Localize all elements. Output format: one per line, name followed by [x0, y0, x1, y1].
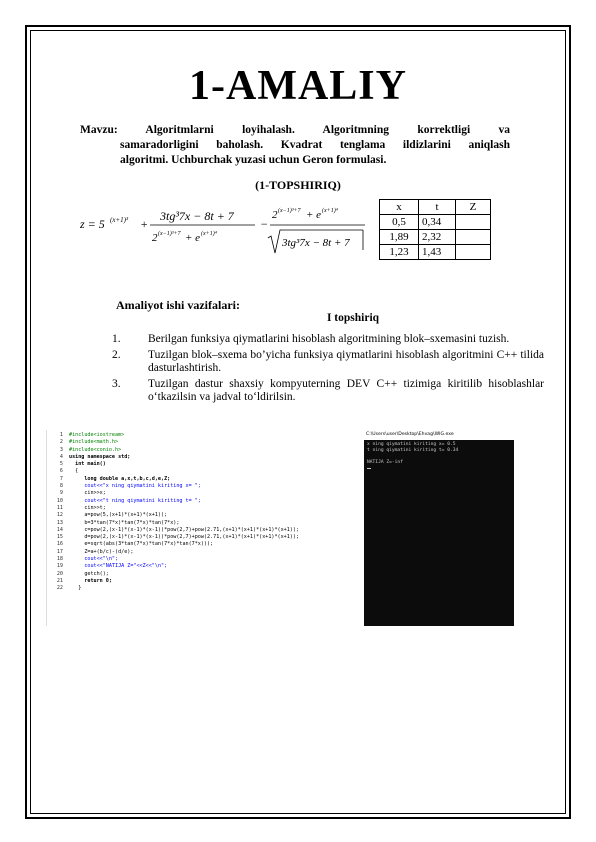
line-number: 16 [56, 541, 63, 548]
page-title: 1-AMALIY [189, 63, 407, 109]
console-title: C:\Users\user\Desktop\Ehvag\WIG.exe [366, 432, 454, 437]
code-line: a=pow(5,(x+1)*(x+1)*(x+1)); [69, 512, 168, 519]
list-item-number: 3. [112, 378, 121, 390]
code-line: cin>>x; [69, 490, 106, 497]
table-cell: 1,89 [380, 230, 419, 245]
svg-text:(x+1)⁴: (x+1)⁴ [322, 208, 338, 214]
code-line: getch(); [69, 570, 109, 577]
task-list [112, 333, 544, 407]
svg-text:3tg³7x − 8t + 7: 3tg³7x − 8t + 7 [160, 209, 234, 223]
list-item-text: Tuzilgan dastur shaxsiy kompyuterning DEV C++ tizimiga kiritilib hisoblashlar o‘tkazilsin va jadval to‘ldirilsin. [148, 378, 544, 403]
console-window-screenshot [364, 430, 514, 626]
line-number: 14 [56, 526, 63, 533]
svg-text:(x+1)³: (x+1)³ [110, 216, 129, 224]
line-number: 8 [59, 483, 63, 490]
code-line: cout<<"t ning qiymatini kiriting t= "; [69, 497, 201, 504]
table-header-cell: x [380, 200, 419, 215]
table-row [380, 230, 491, 245]
line-number: 9 [59, 490, 63, 497]
topic-line-1: Mavzu: Algoritmlarni loyihalash. Algoritmning korrektligi va [80, 124, 510, 136]
svg-text:2: 2 [152, 232, 158, 244]
table-row [380, 245, 491, 260]
code-line: int main() [69, 461, 106, 468]
svg-text:(x+1)⁴: (x+1)⁴ [201, 231, 217, 237]
table-cell: 1,23 [380, 245, 419, 260]
assignment-subtitle: (1-TOPSHIRIQ) [255, 178, 341, 192]
list-item-text: Tuzilgan blok–sxema bo’yicha funksiya qiymatlarini hisoblash algoritmini C++ tilida dasturlashtirish. [148, 349, 544, 374]
console-line: t ning qiymatini kiriting t= 0.34 [367, 448, 459, 453]
console-output [364, 440, 514, 474]
table-cell [456, 215, 491, 230]
topic-line-3: algoritmi. Uchburchak yuzasi uchun Geron formulasi. [120, 154, 387, 166]
code-line: return 0; [69, 577, 112, 584]
svg-text:(x−1)³+7: (x−1)³+7 [158, 231, 181, 237]
code-line: b=3*tan(7*x)*tan(7*x)*tan(7*x); [69, 519, 180, 526]
line-number: 1 [59, 432, 63, 438]
svg-text:2: 2 [272, 209, 278, 221]
table-cell: 0,34 [419, 215, 456, 230]
list-item-number: 2. [112, 349, 121, 361]
table-cell [456, 245, 491, 260]
topic-paragraph [80, 123, 510, 168]
line-number: 20 [56, 570, 63, 577]
line-number: 19 [56, 563, 63, 570]
code-line: { [69, 468, 79, 475]
line-number-gutter [47, 432, 63, 593]
table-cell: 1,43 [419, 245, 456, 260]
table-header-cell: t [419, 200, 456, 215]
table-row [380, 215, 491, 230]
line-number: 18 [56, 556, 63, 563]
topic-line-2: samaradorligini baholash. Kvadrat tenglama ildizlarini aniqlash [120, 139, 510, 151]
line-number: 22 [56, 585, 63, 592]
task-label: I topshiriq [326, 312, 380, 324]
code-line: e=sqrt(abs(3*tan(7*x)*tan(7*x)*tan(7*x))); [69, 541, 214, 548]
code-line: #include<iostream> [69, 432, 125, 438]
list-item-number: 1. [112, 333, 121, 345]
list-item-text: Berilgan funksiya qiymatlarini hisoblash algoritmining blok–sxemasini tuzish. [148, 333, 510, 345]
line-number: 17 [56, 548, 63, 555]
code-editor-screenshot [46, 430, 365, 626]
line-number: 10 [56, 497, 63, 504]
code-line: #include<conio.h> [69, 446, 122, 453]
code-line: d=pow(2,(x-1)*(x-1)*(x-1))*pow(2,7)+pow(2.71,(x+1)*(x+1)*(x+1)*(x+1)); [69, 534, 300, 541]
line-number: 7 [59, 475, 63, 482]
formula [80, 198, 375, 262]
svg-text:+ e: + e [185, 232, 201, 244]
table-cell: 2,32 [419, 230, 456, 245]
line-number: 15 [56, 534, 63, 541]
values-table [379, 199, 491, 260]
console-line: x ning qiymatini kiriting x= 0.5 [367, 442, 456, 447]
table-cell: 0,5 [380, 215, 419, 230]
table-cell [456, 230, 491, 245]
line-number: 6 [59, 468, 63, 475]
svg-text:+ e: + e [306, 209, 322, 221]
line-number: 2 [59, 439, 63, 446]
list-item [112, 378, 544, 404]
line-number: 13 [56, 519, 63, 526]
line-number: 4 [59, 453, 63, 460]
line-number: 11 [56, 504, 63, 511]
line-number: 21 [56, 577, 63, 584]
svg-text:3tg³7x − 8t + 7: 3tg³7x − 8t + 7 [282, 237, 350, 249]
svg-text:z = 5: z = 5 [80, 217, 105, 231]
svg-text:(x−1)³+7: (x−1)³+7 [278, 208, 301, 214]
code-line: Z=a+(b/c)-(d/e); [69, 548, 134, 555]
code-line: cout<<"\n"; [69, 556, 119, 563]
code-line: cin>>t; [69, 504, 106, 511]
code-line: long double a,x,t,b,c,d,e,Z; [69, 475, 171, 482]
console-title-bar [364, 430, 514, 440]
svg-text:−: − [260, 217, 269, 231]
line-number: 12 [56, 512, 63, 519]
svg-text:+: + [140, 217, 149, 231]
code-line: cout<<"NATIJA Z="<<Z<<"\n"; [69, 563, 168, 570]
console-cursor [367, 468, 371, 470]
code-line: cout<<"x ning qiymatini kiriting x= "; [69, 483, 201, 490]
list-item [112, 349, 544, 375]
line-number: 5 [59, 461, 63, 468]
list-item [112, 333, 544, 346]
console-line: NATIJA Z=-inf [367, 460, 403, 465]
table-header-row [380, 200, 491, 215]
line-number: 3 [59, 446, 63, 453]
code-line: c=pow(2,(x-1)*(x-1)*(x-1))*pow(2,7)+pow(2.71,(x+1)*(x+1)*(x+1)*(x+1)); [69, 526, 300, 533]
code-line: using namespace std; [69, 453, 131, 460]
table-header-cell: Z [456, 200, 491, 215]
code-line: #include<math.h> [69, 439, 119, 446]
tasks-heading: Amaliyot ishi vazifalari: [116, 298, 240, 312]
code-body [69, 432, 299, 593]
code-line: } [69, 585, 82, 592]
